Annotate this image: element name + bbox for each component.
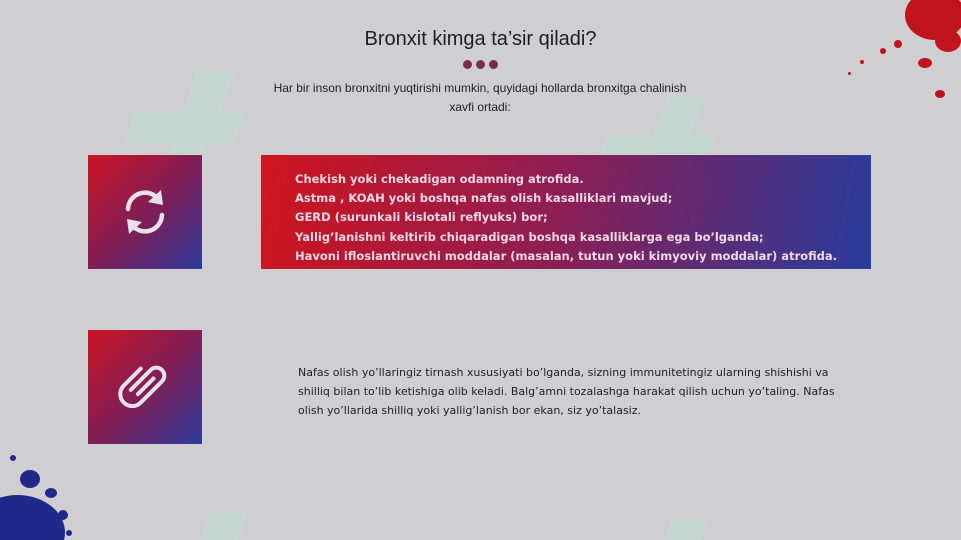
watermark-logo (160, 480, 270, 540)
paperclip-icon-box (88, 330, 202, 444)
explanation-paragraph: Nafas olish yo’llaringiz tirnash xususiyati bo’lganda, sizning immunitetingiz ularning shishishi va shilliq bilan to’lib ketishiga olib keladi. Balg’amni tozalashga harakat qilish uchun yo’taling. Nafas olish yo’llarida shilliq yoki yallig’lanish bor ekan, siz yo’talasiz. (298, 366, 835, 417)
title-dots (463, 60, 498, 69)
paperclip-icon (113, 355, 177, 419)
list-item: GERD (surunkali kislotali reflyuks) bor; (295, 210, 548, 225)
refresh-icon (118, 185, 172, 239)
list-item: Havoni ifloslantiruvchi moddalar (masalan, tutun yoki kimyoviy moddalar) atrofida. (295, 248, 838, 263)
slide-title: Bronxit kimga ta’sir qiladi? (364, 28, 597, 50)
refresh-icon-box (88, 155, 202, 269)
risk-list (261, 155, 871, 266)
list-item: Yallig’lanishni keltirib chiqaradigan boshqa kasalliklarga ega bo’lganda; (295, 229, 764, 244)
list-item: Astma , KOAH yoki boshqa nafas olish kasalliklari mavjud; (295, 191, 673, 206)
watermark-logo (620, 500, 730, 540)
intro-text: Har bir inson bronxitni yuqtirishi mumkin, quyidagi hollarda bronxitga chalinish xavfi ortadi: (273, 81, 687, 114)
list-item: Chekish yoki chekadigan odamning atrofida. (295, 172, 584, 186)
risk-list-panel (261, 155, 871, 269)
